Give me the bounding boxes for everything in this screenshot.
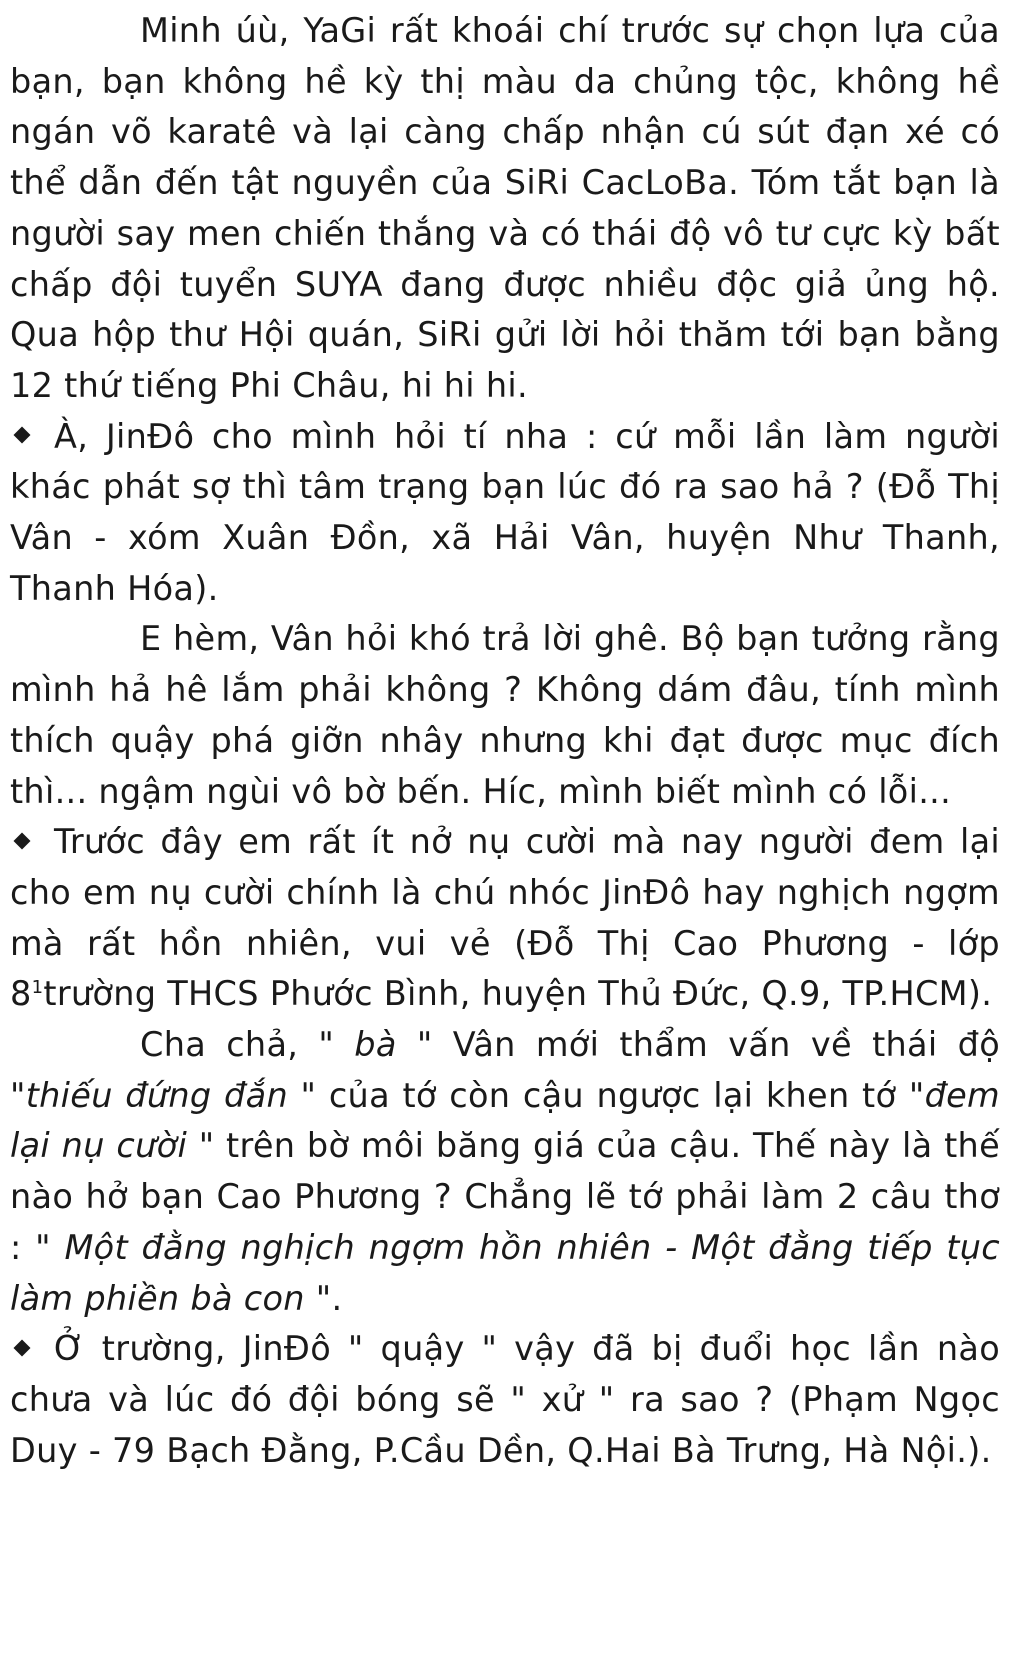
answer-paragraph-1: Minh úù, YaGi rất khoái chí trước sự chọn lựa của bạn, bạn không hề kỳ thị màu da chủng tộc, không hề ngán võ karatê và lại càng chấp nhận cú sút đạn xé có thể dẫn đến tật nguyền của SiRi CacLoBa. Tóm tắt bạn là người say men chiến thắng và có thái độ vô tư cực kỳ bất chấp đội tuyển SUYA đang được nhiều độc giả ủng hộ. Qua hộp thư Hội quán, SiRi gửi lời hỏi thăm tới bạn bằng 12 thứ tiếng Phi Châu, hi hi hi. (10, 11, 1000, 405)
diamond-bullet-icon (14, 1339, 31, 1356)
question-paragraph-1 (10, 412, 1000, 615)
answer-3-poem: " Một đằng nghịch ngợm hồn nhiên - Một đằng tiếp tục làm phiền bà con " (10, 1227, 1000, 1318)
question-text-3: Ở trường, JinĐô " quậy " vậy đã bị đuổi học lần nào chưa và lúc đó đội bóng sẽ " xử " ra sao ? (Phạm Ngọc Duy - 79 Bạch Đằng, P.Cầu Dền, Q.Hai Bà Trưng, Hà Nội.). (10, 1329, 1000, 1470)
question-text-2a: Trước đây em rất ít nở nụ cười mà nay người đem lại cho em nụ cười chính là chú nhóc JinĐô hay nghịch ngợm mà rất hồn nhiên, vui vẻ (Đỗ Thị Cao Phương - lớp 8 (10, 822, 1000, 1014)
question-paragraph-3 (10, 1324, 1000, 1476)
answer-3-part-1: Cha chả, (140, 1025, 319, 1065)
answer-3-quote-1: " bà " (318, 1025, 433, 1065)
answer-3-part-4: trên bờ môi băng giá của cậu. Thế này là thế nào hở bạn Cao Phương ? Chẳng lẽ tớ phải làm 2 câu thơ : (10, 1126, 1000, 1267)
answer-3-quote-3: "đem lại nụ cười " (10, 1075, 1000, 1166)
document-page (10, 6, 1000, 1476)
question-paragraph-2 (10, 817, 1000, 1020)
diamond-bullet-icon (14, 832, 31, 849)
answer-3-part-3: của tớ còn cậu ngược lại khen tớ (316, 1075, 909, 1115)
answer-paragraph-2: E hèm, Vân hỏi khó trả lời ghê. Bộ bạn tưởng rằng mình hả hê lắm phải không ? Không dám đâu, tính mình thích quậy phá giỡn nhây nhưng khi đạt được mục đích thì... ngậm ngùi vô bờ bến. Híc, mình biết mình có lỗi... (10, 619, 1000, 811)
answer-paragraph-3 (10, 1020, 1000, 1324)
question-text-2b: trường THCS Phước Bình, huyện Thủ Đức, Q.9, TP.HCM). (43, 974, 993, 1014)
class-superscript: 1 (31, 977, 44, 999)
answer-3-part-5: . (331, 1278, 343, 1318)
question-text-1: À, JinĐô cho mình hỏi tí nha : cứ mỗi lần làm người khác phát sợ thì tâm trạng bạn lúc đó ra sao hả ? (Đỗ Thị Vân - xóm Xuân Đồn, xã Hải Vân, huyện Như Thanh, Thanh Hóa). (10, 416, 1000, 608)
answer-3-quote-2: "thiếu đứng đắn " (10, 1075, 317, 1115)
diamond-bullet-icon (14, 427, 31, 444)
answer-3-part-2: Vân mới thẩm vấn về thái độ (432, 1025, 1000, 1065)
